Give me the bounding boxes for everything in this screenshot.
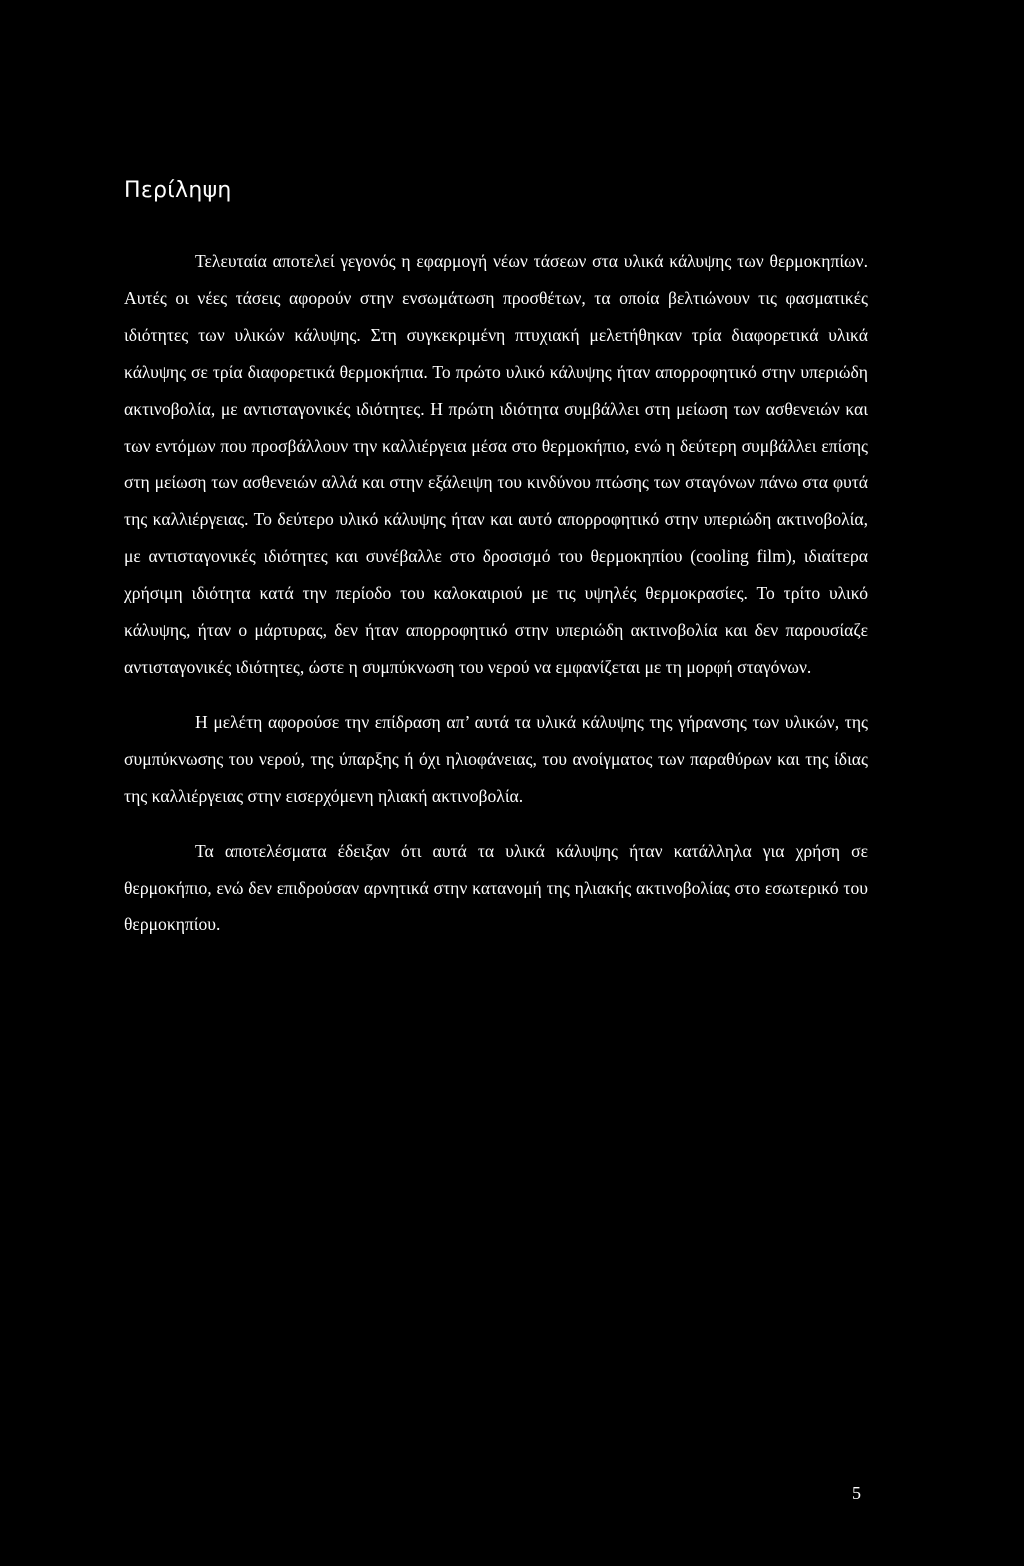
paragraph-1: Τελευταία αποτελεί γεγονός η εφαρμογή νέων τάσεων στα υλικά κάλυψης των θερμοκηπίων. Αυτές οι νέες τάσεις αφορούν στην ενσωμάτωση προσθέτων, τα οποία βελτιώνουν τις φασματικές ιδιότητες των υλικών κάλυψης. Στη συγκεκριμένη πτυχιακή μελετήθηκαν τρία διαφορετικά υλικά κάλυψης σε τρία διαφορετικά θερμοκήπια. Το πρώτο υλικό κάλυψης ήταν απορροφητικό στην υπεριώδη ακτινοβολία, με αντισταγονικές ιδιότητες. Η πρώτη ιδιότητα συμβάλλει στη μείωση των ασθενειών και των εντόμων που προσβάλλουν την καλλιέργεια μέσα στο θερμοκήπιο, ενώ η δεύτερη συμβάλλει επίσης στη μείωση των ασθενειών αλλά και στην εξάλειψη του κινδύνου πτώσης των σταγόνων πάνω στα φυτά της καλλιέργειας. Το δεύτερο υλικό κάλυψης ήταν και αυτό απορροφητικό στην υπεριώδη ακτινοβολία, με αντισταγονικές ιδιότητες και συνέβαλλε στο δροσισμό του θερμοκηπίου (cooling film), ιδιαίτερα χρήσιμη ιδιότητα κατά την περίοδο του καλοκαιριού με τις υψηλές θερμοκρασίες. Το τρίτο υλικό κάλυψης, ήταν ο μάρτυρας, δεν ήταν απορροφητικό στην υπεριώδη ακτινοβολία και δεν παρουσίαζε αντισταγονικές ιδιότητες, ώστε η συμπύκνωση του νερού να εμφανίζεται με τη μορφή σταγόνων.	[124, 251, 868, 677]
paragraph-3: Τα αποτελέσματα έδειξαν ότι αυτά τα υλικά κάλυψης ήταν κατάλληλα για χρήση σε θερμοκήπιο, ενώ δεν επιδρούσαν αρνητικά στην κατανομή της ηλιακής ακτινοβολίας στο εσωτερικό του θερμοκηπίου.	[124, 840, 868, 935]
page-number: 5	[852, 1483, 861, 1503]
page-title: Περίληψη	[124, 178, 232, 203]
abstract-body	[124, 243, 868, 943]
paragraph-2: Η μελέτη αφορούσε την επίδραση απ’ αυτά τα υλικά κάλυψης της γήρανσης των υλικών, της συμπύκνωσης του νερού, της ύπαρξης ή όχι ηλιοφάνειας, του ανοίγματος των παραθύρων και της ίδιας της καλλιέργειας στην εισερχόμενη ηλιακή ακτινοβολία.	[124, 711, 868, 806]
